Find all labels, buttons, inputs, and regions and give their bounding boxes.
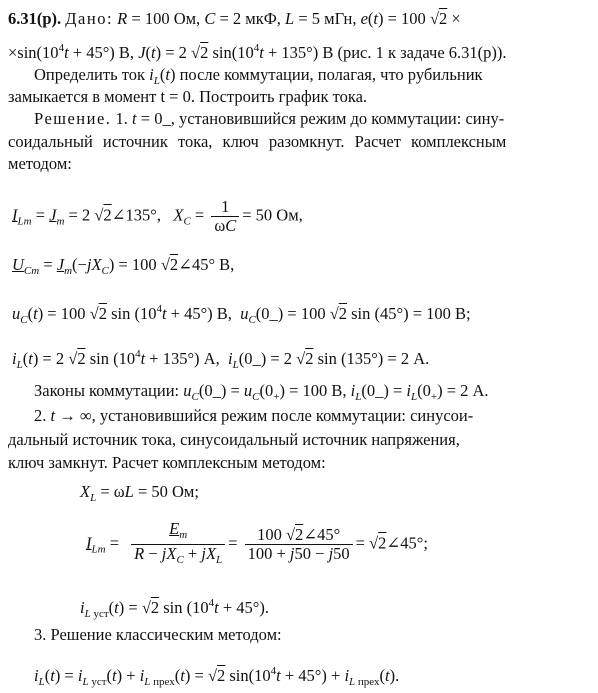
task-line-2: замыкается в момент t = 0. Построить график тока.	[8, 87, 368, 106]
equation-2: $U_{Cm} = J_m(-jX_C) = 100$ √2∠45° В,	[12, 255, 235, 277]
problem-number: 6.31(р).	[8, 9, 62, 28]
solution-step1-line3: методом:	[8, 154, 72, 173]
equation-8: $i_L(t) = i_L$ $_{уст}(t) + i_L$ $_{прех}$(t) = √2 $\sin(10^4t + 45^\circ) + i_L$ $_{прех}$(t).	[34, 665, 400, 688]
solution-label: Решение.	[34, 109, 112, 128]
equation-6: $I_{Lm}$ = $\frac{E_m}{R - jX_C + jX_L}$ = $\frac{100 √2\angle 45^\circ}{100 + j50 - j50}$ = √2∠45°;	[86, 519, 428, 566]
solution-step1-line1: Решение. 1. t = 0_, установившийся режим до коммутации: сину-	[34, 109, 505, 128]
given-label: Дано:	[65, 9, 114, 28]
equation-3: $u_C(t) = 100$ √2 $\sin (10^4t + 45^\circ)$ В, $u_C(0\_) = 100$ √2 sin (45°) = 100 В;	[12, 303, 471, 326]
equation-1: $I_{Lm} = J_m = 2$ √2∠135°, $X_C$ = $\frac{1}{\omega C}$ = 50 Ом,	[12, 197, 303, 235]
solution-step2-line3: ключ замкнут. Расчет комплексным методом:	[8, 453, 326, 472]
given-line-2: $\times\sin(10^4t + 45^\circ)$ В, J(t) = 2 √2 $\sin(10^4t + 135^\circ)$ В (рис. 1 к задаче 6.31(р)).	[8, 42, 507, 62]
solution-step1-line2: соидальный источник тока, ключ разомкнут. Расчет комплексным	[8, 132, 507, 151]
commutation-laws: Законы коммутации: $u_C(0\_) = u_C(0_+) = 100$ В, $i_L(0\_) = i_L(0_+) = 2$ А.	[34, 381, 489, 403]
solution-step2-line1: 2. t → ∞, установившийся режим после коммутации: синусои-	[34, 406, 474, 425]
task-line-1: Определить ток $i_L(t)$ после коммутации, полагая, что рубильник	[34, 65, 483, 87]
equation-5: $X_L = \omega L = 50$ Ом;	[80, 482, 199, 504]
solution-step3: 3. Решение классическим методом:	[34, 625, 282, 644]
solution-step2-line2: дальный источник тока, синусоидальный источник напряжения,	[8, 430, 460, 449]
given-values-1: R = 100 Ом, C = 2 мкФ, L = 5 мГн, e(t) = 100 √2 ×	[117, 9, 461, 28]
equation-7: $i_L$ $_{уст}$(t) = √2 $\sin (10^4t + 45^\circ)$.	[80, 597, 270, 620]
given-line-1	[8, 8, 461, 30]
equation-4: $i_L(t) = 2$ √2 $\sin (10^4t + 135^\circ)$ А, $i_L(0\_) = 2$ √2 sin (135°) = 2 А.	[12, 348, 430, 371]
